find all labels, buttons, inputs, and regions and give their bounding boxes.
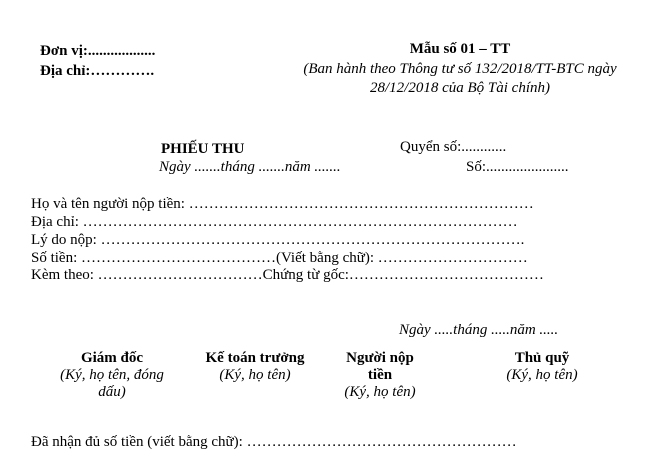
- signature-note: (Ký, họ tên): [344, 384, 416, 400]
- document-title: PHIẾU THU: [161, 141, 245, 157]
- amount-field: Số tiền: …………………………………(Viết bằng chữ): …………………………: [31, 250, 528, 266]
- signature-note: (Ký, họ tên): [219, 367, 291, 383]
- address-field: Địa chỉ: ……………………………………………………………………………: [31, 214, 518, 230]
- attachments-field: Kèm theo: ……………………………Chứng từ gốc:…………………………………: [31, 267, 544, 283]
- signature-title: Người nộp tiền: [346, 350, 414, 383]
- form-number: Mẫu số 01 – TT: [409, 41, 511, 57]
- payer-name-field: Họ và tên người nộp tiền: ……………………………………………………………: [31, 196, 534, 212]
- issued-note-line2: 28/12/2018 của Bộ Tài chính): [370, 80, 550, 96]
- document-date: Ngày .......tháng .......năm .......: [159, 159, 341, 175]
- signature-director: [48, 350, 176, 401]
- signature-title: Thủ quỹ: [514, 350, 570, 366]
- signature-payer: [338, 350, 422, 401]
- signature-title: Giám đốc: [80, 350, 144, 366]
- signature-cashier: [490, 350, 594, 384]
- signature-note: (Ký, họ tên, đóng dấu): [60, 367, 164, 400]
- book-number: Quyển số:............: [400, 139, 507, 155]
- signature-title: Kế toán trưởng: [205, 350, 305, 366]
- voucher-number: Số:......................: [466, 159, 569, 175]
- signature-chief-accountant: [190, 350, 320, 384]
- issued-note-line1: (Ban hành theo Thông tư số 132/2018/TT-BTC ngày: [303, 61, 617, 77]
- signing-date: Ngày .....tháng .....năm .....: [399, 322, 559, 338]
- unit-line: Đơn vị:..................: [40, 43, 156, 59]
- reason-field: Lý do nộp: ………………………………………………………………………….: [31, 232, 525, 248]
- received-amount-line: Đã nhận đủ số tiền (viết bằng chữ): ………………………………………………: [31, 434, 517, 450]
- signature-note: (Ký, họ tên): [506, 367, 578, 383]
- address-header-line: Địa chỉ:………….: [40, 63, 155, 79]
